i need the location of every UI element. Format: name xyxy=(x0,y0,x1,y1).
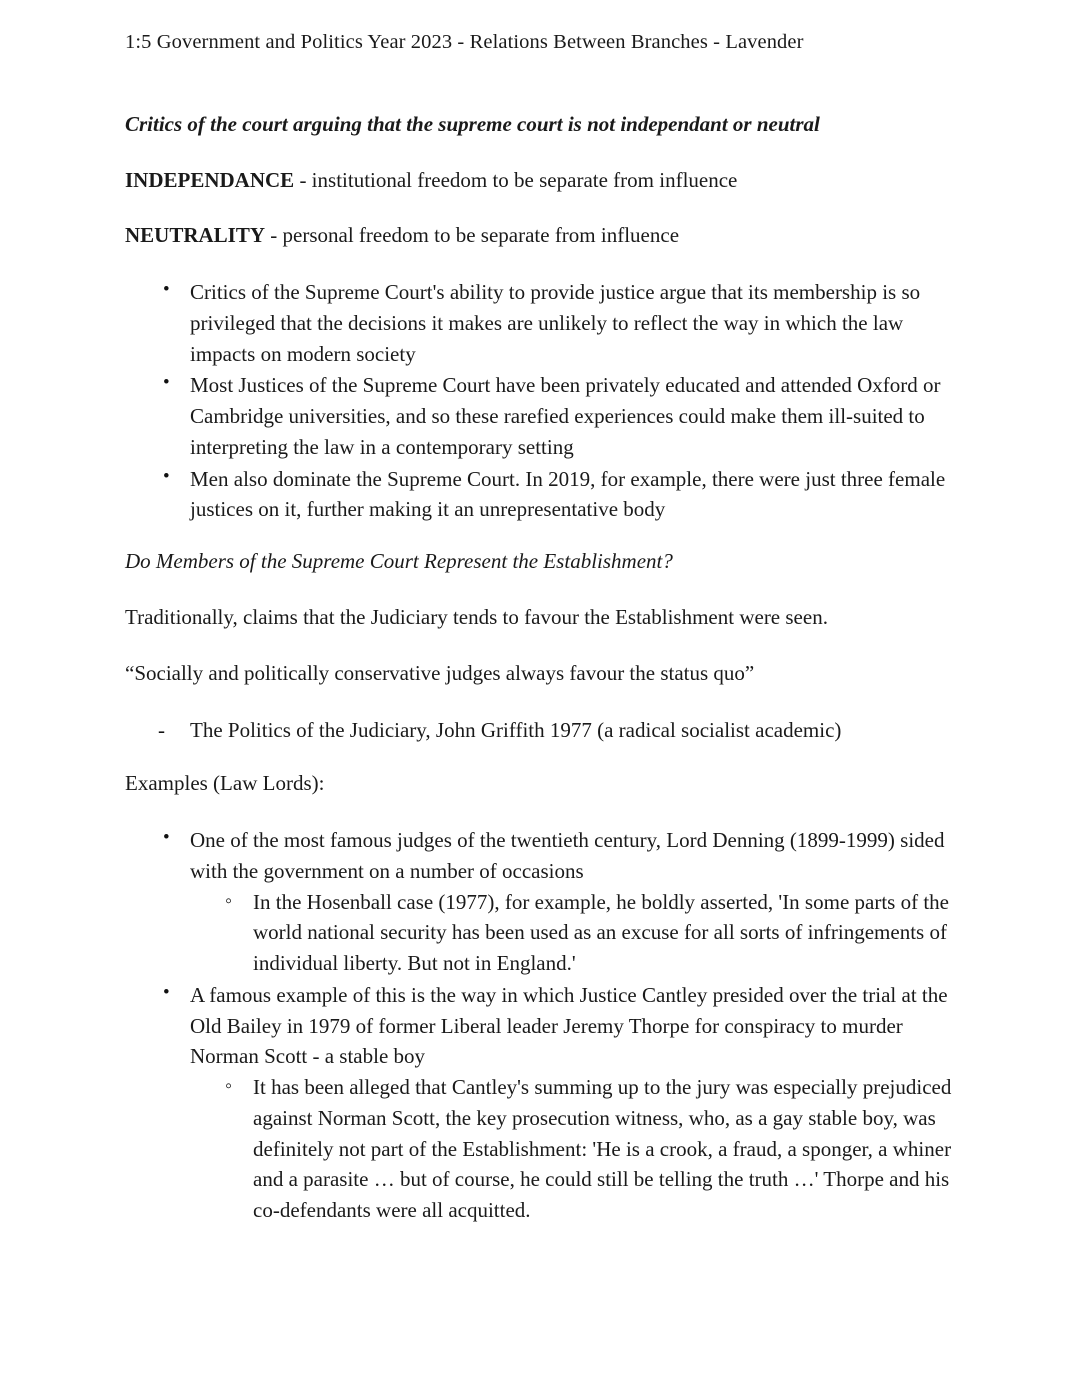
criticism-bullet-list xyxy=(125,277,970,525)
cantley-sub-list xyxy=(190,1072,970,1226)
list-item: • Men also dominate the Supreme Court. In 2019, for example, there were just three female justices on it, further making it an unrepresentative body xyxy=(125,464,970,526)
list-item xyxy=(125,980,970,1226)
document-header-line: 1:5 Government and Politics Year 2023 - Relations Between Branches - Lavender xyxy=(125,31,804,53)
section-heading-critics: Critics of the court arguing that the supreme court is not independant or neutral xyxy=(125,111,820,136)
paragraph-traditionally: Traditionally, claims that the Judiciary tends to favour the Establishment were seen. xyxy=(125,604,828,629)
definition-independance xyxy=(125,166,955,196)
definition-text-neutrality: - personal freedom to be separate from influence xyxy=(265,223,680,248)
list-item: • Critics of the Supreme Court's ability to provide justice argue that its membership is so privileged that the decisions it makes are unlikely to reflect the way in which the law impacts on modern society xyxy=(125,277,970,369)
denning-sub-list xyxy=(190,887,970,979)
definition-term-independance: INDEPENDANCE xyxy=(125,167,295,192)
list-item: - The Politics of the Judiciary, John Griffith 1977 (a radical socialist academic) xyxy=(125,715,970,746)
list-item: • Most Justices of the Supreme Court have been privately educated and attended Oxford or Cambridge universities, and so these rarefied experiences could make them ill-suited to interpreting the law in a contemporary setting xyxy=(125,370,970,462)
list-item: ◦ It has been alleged that Cantley's summing up to the jury was especially prejudiced against Norman Scott, the key prosecution witness, who, as a gay stable boy, was definitely not part of the Establishment: 'He is a crook, a fraud, a sponger, a whiner and a parasite … but of course, he could still be telling the truth …' Thorpe and his co-defendants were all acquitted. xyxy=(190,1072,970,1226)
list-item-text: One of the most famous judges of the twentieth century, Lord Denning (1899-1999) sided with the government on a number of occasions xyxy=(190,828,945,883)
examples-label: Examples (Law Lords): xyxy=(125,771,325,796)
definition-neutrality xyxy=(125,221,955,251)
quotation-conservative-judges: “Socially and politically conservative judges always favour the status quo” xyxy=(125,660,755,685)
examples-bullet-list xyxy=(125,825,970,1226)
definition-text-independance: - institutional freedom to be separate from influence xyxy=(294,167,738,192)
list-item xyxy=(125,825,970,979)
citation-list xyxy=(125,715,970,746)
section-heading-establishment: Do Members of the Supreme Court Represent the Establishment? xyxy=(125,549,673,574)
list-item: ◦ In the Hosenball case (1977), for example, he boldly asserted, 'In some parts of the world national security has been used as an excuse for all sorts of infringements of individual liberty. But not in England.' xyxy=(190,887,970,979)
list-item-text: A famous example of this is the way in which Justice Cantley presided over the trial at the Old Bailey in 1979 of former Liberal leader Jeremy Thorpe for conspiracy to murder Norman Scott - a stable boy xyxy=(190,982,948,1069)
definition-term-neutrality: NEUTRALITY xyxy=(125,223,266,248)
